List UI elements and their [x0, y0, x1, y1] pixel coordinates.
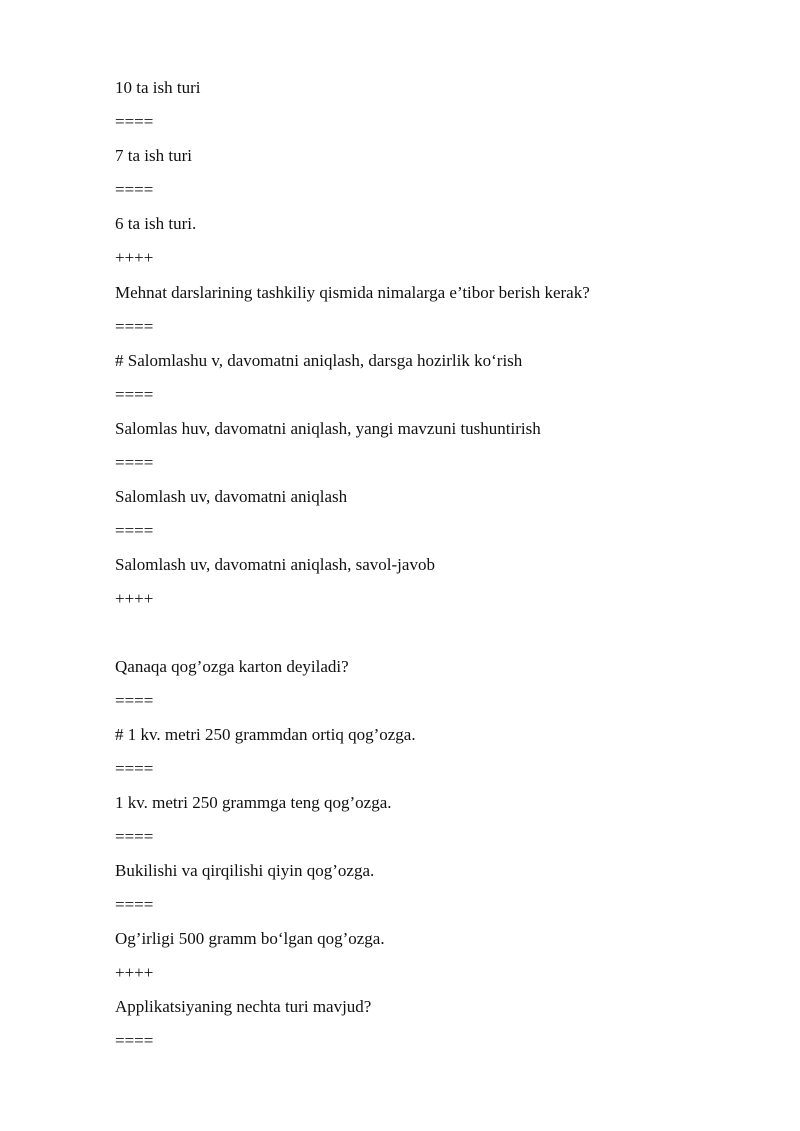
- answer-option: Bukilishi va qirqilishi qiyin qog’ozga.: [115, 861, 375, 880]
- question-text: Applikatsiyaning nechta turi mavjud?: [115, 997, 372, 1016]
- separator: ====: [115, 759, 154, 778]
- correct-answer-option: # Salomlashu v, davomatni aniqlash, darsga hozirlik ko‘rish: [115, 351, 523, 370]
- answer-option: 10 ta ish turi: [115, 78, 201, 97]
- separator: ====: [115, 827, 154, 846]
- separator: ====: [115, 691, 154, 710]
- question-separator: ++++: [115, 248, 154, 267]
- separator: ====: [115, 317, 154, 336]
- separator: ====: [115, 521, 154, 540]
- answer-option: Salomlash uv, davomatni aniqlash: [115, 487, 348, 506]
- answer-option: 6 ta ish turi.: [115, 214, 197, 233]
- answer-option: Salomlas huv, davomatni aniqlash, yangi mavzuni tushuntirish: [115, 419, 541, 438]
- separator: ====: [115, 385, 154, 404]
- separator: ====: [115, 895, 154, 914]
- question-separator: ++++: [115, 589, 154, 608]
- correct-answer-option: # 1 kv. metri 250 grammdan ortiq qog’ozga.: [115, 725, 416, 744]
- answer-option: 1 kv. metri 250 grammga teng qog’ozga.: [115, 793, 392, 812]
- separator: ====: [115, 112, 154, 131]
- answer-option: Salomlash uv, davomatni aniqlash, savol-javob: [115, 555, 435, 574]
- question-text: Mehnat darslarining tashkiliy qismida nimalarga e’tibor berish kerak?: [115, 283, 590, 302]
- question-separator: ++++: [115, 963, 154, 982]
- separator: ====: [115, 180, 154, 199]
- answer-option: 7 ta ish turi: [115, 146, 192, 165]
- separator: ====: [115, 1031, 154, 1050]
- question-text: Qanaqa qog’ozga karton deyiladi?: [115, 657, 349, 676]
- separator: ====: [115, 453, 154, 472]
- answer-option: Og’irligi 500 gramm bo‘lgan qog’ozga.: [115, 929, 385, 948]
